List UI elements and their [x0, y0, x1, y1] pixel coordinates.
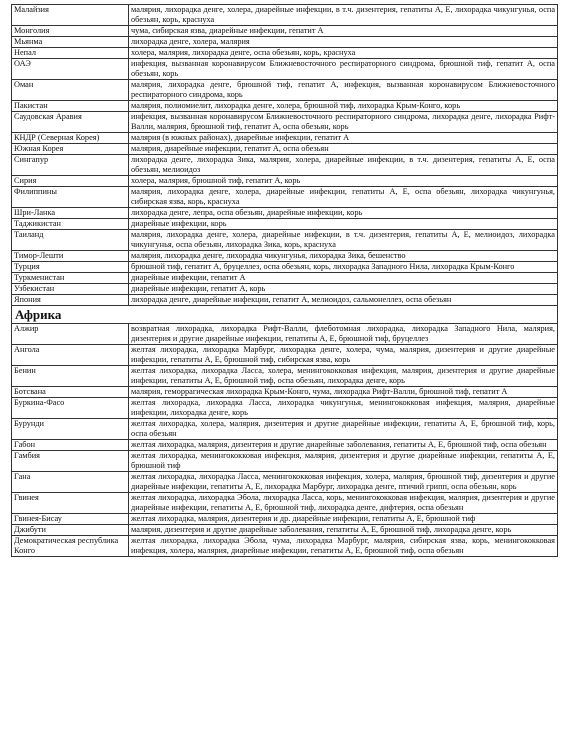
table-row [12, 133, 558, 144]
country-cell: Ангола [12, 345, 129, 366]
country-cell: Тимор-Лешти [12, 251, 129, 262]
table-row [12, 366, 558, 387]
diseases-cell: малярия, геморрагическая лихорадка Крым-Конго, чума, лихорадка Рифт-Валли, брюшной тиф, гепатит А [129, 387, 558, 398]
diseases-cell: брюшной тиф, гепатит А, бруцеллез, оспа обезьян, корь, лихорадка Западного Нила, лихорадка Крым-Конго [129, 262, 558, 273]
table-row [12, 208, 558, 219]
disease-table [11, 4, 558, 557]
table-row [12, 144, 558, 155]
table-row [12, 345, 558, 366]
diseases-cell: желтая лихорадка, лихорадка Эбола, лихорадка Ласса, корь, менингококковая инфекция, малярия, дизентерия и другие диарейные инфекции, гепатиты А, Е, брюшной тиф, лихорадка денге, дифтерия, оспа обезьян [129, 493, 558, 514]
table-row [12, 176, 558, 187]
diseases-cell: возвратная лихорадка, лихорадка Рифт-Валли, флеботомная лихорадка, лихорадка Западного Нила, малярия, дизентерия и другие диарейные инфекции, гепатиты А, Е, брюшной тиф, бруцеллез [129, 324, 558, 345]
country-cell: Узбекистан [12, 284, 129, 295]
diseases-cell: желтая лихорадка, малярия, дизентерия и другие диарейные заболевания, гепатиты А, Е, брюшной тиф, оспа обезьян [129, 440, 558, 451]
country-cell: Таджикистан [12, 219, 129, 230]
table-row [12, 451, 558, 472]
table-row [12, 493, 558, 514]
table-row [12, 419, 558, 440]
country-cell: Демократическая республика Конго [12, 536, 129, 557]
diseases-cell: инфекция, вызванная коронавирусом Ближневосточного респираторного синдрома, брюшной тиф, гепатит А, оспа обезьян, корь [129, 59, 558, 80]
country-cell: Пакистан [12, 101, 129, 112]
country-cell: Оман [12, 80, 129, 101]
country-cell: Алжир [12, 324, 129, 345]
diseases-cell: чума, сибирская язва, диарейные инфекции, гепатит А [129, 26, 558, 37]
diseases-cell: диарейные инфекции, корь [129, 219, 558, 230]
country-cell: Турция [12, 262, 129, 273]
diseases-cell: лихорадка денге, диарейные инфекции, гепатит А, мелиоидоз, сальмонеллез, оспа обезьян [129, 295, 558, 306]
asia-section [12, 5, 558, 306]
country-cell: Габон [12, 440, 129, 451]
country-cell: Филиппины [12, 187, 129, 208]
diseases-cell: малярия, лихорадка денге, холера, диарейные инфекции, в т.ч. дизентерия, гепатиты А, Е, мелиоидоз, лихорадка чикунгунья, оспа обезьян, лихорадка Зика, корь, краснуха [129, 230, 558, 251]
diseases-cell: лихорадка денге, холера, малярия [129, 37, 558, 48]
country-cell: Бурунди [12, 419, 129, 440]
africa-heading-section [12, 306, 558, 324]
table-row [12, 525, 558, 536]
table-row [12, 37, 558, 48]
country-cell: Япония [12, 295, 129, 306]
africa-section [12, 324, 558, 557]
table-row [12, 5, 558, 26]
country-cell: Южная Корея [12, 144, 129, 155]
table-row [12, 387, 558, 398]
table-row [12, 536, 558, 557]
country-cell: Джибути [12, 525, 129, 536]
table-row [12, 472, 558, 493]
country-cell: Саудовская Аравия [12, 112, 129, 133]
table-row [12, 284, 558, 295]
table-row [12, 262, 558, 273]
table-row [12, 155, 558, 176]
country-cell: Туркменистан [12, 273, 129, 284]
section-heading-africa: Африка [12, 306, 558, 324]
diseases-cell: малярия, дизентерия и другие диарейные заболевания, гепатиты А, Е, брюшной тиф, лихорадка денге, корь [129, 525, 558, 536]
table-row [12, 48, 558, 59]
diseases-cell: желтая лихорадка, лихорадка Ласса, менингококковая инфекция, холера, малярия, брюшной тиф, дизентерия и другие диарейные инфекции, гепатиты А, Е, лихорадка Марбург, лихорадка денге, птичий грипп, оспа обезьян, корь [129, 472, 558, 493]
diseases-cell: желтая лихорадка, лихорадка Марбург, лихорадка денге, холера, чума, малярия, дизентерия и другие диарейные инфекции, гепатиты А, Е, брюшной тиф, сибирская язва, корь [129, 345, 558, 366]
country-cell: ОАЭ [12, 59, 129, 80]
table-row [12, 187, 558, 208]
country-cell: КНДР (Северная Корея) [12, 133, 129, 144]
diseases-cell: диарейные инфекции, гепатит А [129, 273, 558, 284]
diseases-cell: лихорадка денге, лихорадка Зика, малярия, холера, диарейные инфекции, в т.ч. дизентерия, гепатиты А, Е, оспа обезьян, мелиоидоз [129, 155, 558, 176]
country-cell: Сирия [12, 176, 129, 187]
diseases-cell: желтая лихорадка, лихорадка Ласса, лихорадка чикунгунья, менингококковая инфекция, малярия, диарейные инфекции, лихорадка денге, корь [129, 398, 558, 419]
country-cell: Непал [12, 48, 129, 59]
table-row [12, 101, 558, 112]
table-row [12, 295, 558, 306]
section-heading-row [12, 306, 558, 324]
country-cell: Мьянма [12, 37, 129, 48]
diseases-cell: малярия, лихорадка денге, холера, диарейные инфекции, в т.ч. дизентерия, гепатиты А, Е, лихорадка чикунгунья, оспа обезьян, корь, краснуха [129, 5, 558, 26]
diseases-cell: малярия, лихорадка денге, холера, диарейные инфекции, гепатиты А, Е, оспа обезьян, лихорадка чикунгунья, сибирская язва, корь, краснуха [129, 187, 558, 208]
table-row [12, 59, 558, 80]
country-cell: Буркина-Фасо [12, 398, 129, 419]
diseases-cell: малярия, лихорадка денге, брюшной тиф, гепатит А, инфекция, вызванная коронавирусом Ближневосточного респираторного синдрома, корь [129, 80, 558, 101]
table-row [12, 324, 558, 345]
diseases-cell: желтая лихорадка, лихорадка Эбола, чума, лихорадка Марбург, малярия, сибирская язва, корь, менингококковая инфекция, холера, малярия, диарейные инфекции, гепатиты А, Е, брюшной тиф, оспа обезьян [129, 536, 558, 557]
diseases-cell: малярия (в южных районах), диарейные инфекции, гепатит А [129, 133, 558, 144]
table-row [12, 440, 558, 451]
diseases-cell: малярия, диарейные инфекции, гепатит А, оспа обезьян [129, 144, 558, 155]
diseases-cell: желтая лихорадка, менингококковая инфекция, малярия, дизентерия и другие диарейные инфекции, гепатиты А, Е, брюшной тиф [129, 451, 558, 472]
diseases-cell: холера, малярия, лихорадка денге, оспа обезьян, корь, краснуха [129, 48, 558, 59]
diseases-cell: инфекция, вызванная коронавирусом Ближневосточного респираторного синдрома, лихорадка денге, лихорадка Рифт-Валли, малярия, брюшной тиф, гепатит А, оспа обезьян, корь [129, 112, 558, 133]
table-row [12, 251, 558, 262]
table-row [12, 230, 558, 251]
country-cell: Гвинея [12, 493, 129, 514]
country-cell: Ботсвана [12, 387, 129, 398]
table-row [12, 514, 558, 525]
country-cell: Сингапур [12, 155, 129, 176]
diseases-cell: холера, малярия, брюшной тиф, гепатит А, корь [129, 176, 558, 187]
country-cell: Гана [12, 472, 129, 493]
diseases-cell: желтая лихорадка, малярия, дизентерия и др. диарейные инфекции, гепатиты А, Е, брюшной тиф [129, 514, 558, 525]
table-row [12, 80, 558, 101]
table-row [12, 219, 558, 230]
table-row [12, 112, 558, 133]
country-cell: Таиланд [12, 230, 129, 251]
country-cell: Монголия [12, 26, 129, 37]
table-row [12, 273, 558, 284]
diseases-cell: желтая лихорадка, лихорадка Ласса, холера, менингококковая инфекция, малярия, дизентерия и другие диарейные инфекции, гепатиты А, Е, брюшной тиф, оспа обезьян, лихорадка денге, корь [129, 366, 558, 387]
country-cell: Гамбия [12, 451, 129, 472]
diseases-cell: малярия, полиомиелит, лихорадка денге, холера, брюшной тиф, лихорадка Крым-Конго, корь [129, 101, 558, 112]
country-cell: Шри-Ланка [12, 208, 129, 219]
diseases-cell: лихорадка денге, лепра, оспа обезьян, диарейные инфекции, корь [129, 208, 558, 219]
diseases-cell: диарейные инфекции, гепатит А, корь [129, 284, 558, 295]
country-cell: Гвинея-Бисау [12, 514, 129, 525]
diseases-cell: желтая лихорадка, холера, малярия, дизентерия и другие диарейные инфекции, гепатиты А, Е, брюшной тиф, корь, оспа обезьян [129, 419, 558, 440]
country-cell: Бенин [12, 366, 129, 387]
diseases-cell: малярия, лихорадка денге, лихорадка чикунгунья, лихорадка Зика, бешенство [129, 251, 558, 262]
table-row [12, 398, 558, 419]
country-cell: Малайзия [12, 5, 129, 26]
table-row [12, 26, 558, 37]
